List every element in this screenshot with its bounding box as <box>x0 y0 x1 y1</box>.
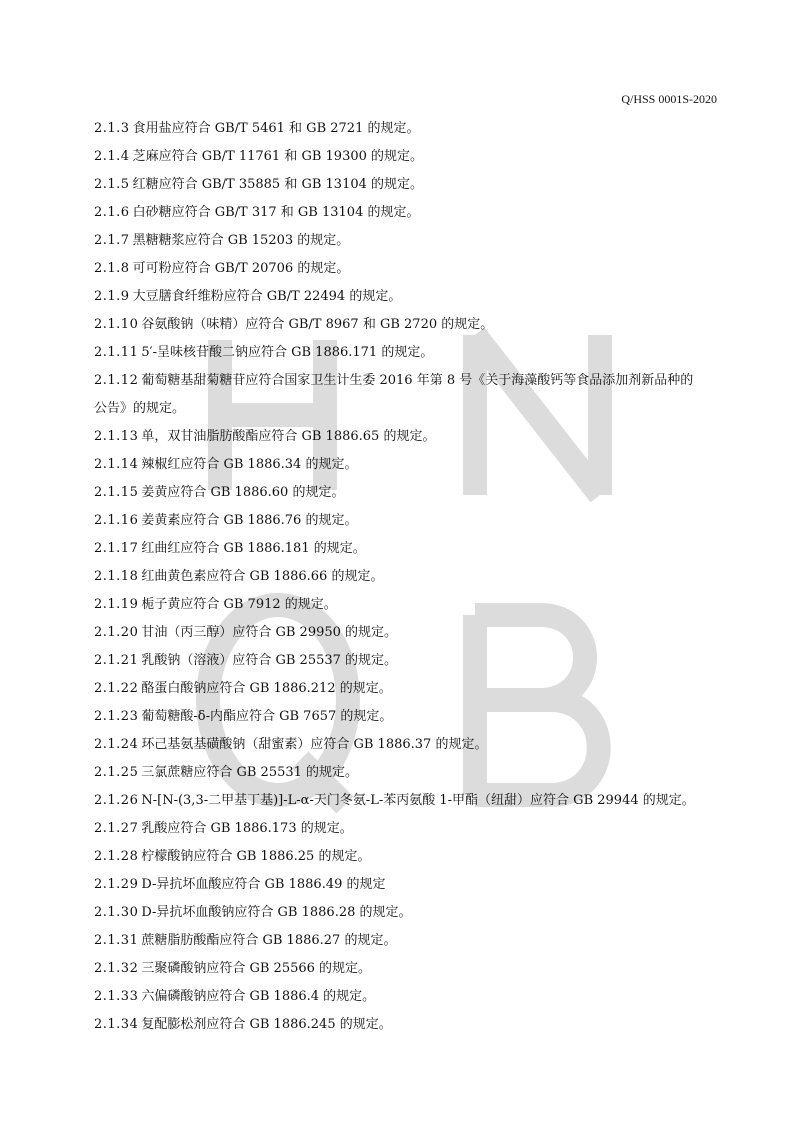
clause-line <box>94 115 724 143</box>
clause-text: 公告》的规定。 <box>94 401 186 416</box>
clause-number: 2.1.10 <box>94 317 139 332</box>
clause-text: 可可粉应符合 GB/T 20706 的规定。 <box>132 261 350 276</box>
clause-line <box>94 899 724 927</box>
clause-number: 2.1.7 <box>94 233 130 248</box>
clause-line <box>94 647 724 675</box>
clause-number: 2.1.6 <box>94 205 130 220</box>
clause-line <box>94 227 724 255</box>
clause-number: 2.1.11 <box>94 345 139 360</box>
clause-line <box>94 451 724 479</box>
clause-line <box>94 367 724 395</box>
clause-line <box>94 759 724 787</box>
clause-text: 乳酸钠（溶液）应符合 GB 25537 的规定。 <box>141 653 398 668</box>
clause-text: 环己基氨基磺酸钠（甜蜜素）应符合 GB 1886.37 的规定。 <box>141 737 488 752</box>
clause-number: 2.1.23 <box>94 709 139 724</box>
clause-number: 2.1.33 <box>94 989 139 1004</box>
clause-text: 5′-呈味核苷酸二钠应符合 GB 1886.171 的规定。 <box>141 345 434 360</box>
clause-line <box>94 815 724 843</box>
clause-line <box>94 255 724 283</box>
clause-number: 2.1.9 <box>94 289 130 304</box>
clause-number: 2.1.13 <box>94 429 139 444</box>
clause-text: 蔗糖脂肪酸酯应符合 GB 1886.27 的规定。 <box>141 933 397 948</box>
clause-number: 2.1.30 <box>94 905 139 920</box>
clause-line <box>94 535 724 563</box>
clause-text: 单，双甘油脂肪酸酯应符合 GB 1886.65 的规定。 <box>141 429 436 444</box>
clause-text: 姜黄应符合 GB 1886.60 的规定。 <box>141 485 345 500</box>
clause-number: 2.1.14 <box>94 457 139 472</box>
clause-line <box>94 339 724 367</box>
clause-text: 辣椒红应符合 GB 1886.34 的规定。 <box>141 457 358 472</box>
clause-number: 2.1.3 <box>94 121 130 136</box>
clause-line <box>94 563 724 591</box>
clause-text: 三聚磷酸钠应符合 GB 25566 的规定。 <box>141 961 372 976</box>
clause-number: 2.1.32 <box>94 961 139 976</box>
clause-text: 栀子黄应符合 GB 7912 的规定。 <box>141 597 337 612</box>
clause-text: 柠檬酸钠应符合 GB 1886.25 的规定。 <box>141 849 371 864</box>
clause-text: 白砂糖应符合 GB/T 317 和 GB 13104 的规定。 <box>132 205 420 220</box>
clause-line <box>94 395 724 423</box>
clause-number: 2.1.29 <box>94 877 139 892</box>
clause-line <box>94 199 724 227</box>
clause-number: 2.1.16 <box>94 513 139 528</box>
clause-line <box>94 1011 724 1039</box>
clause-text: 复配膨松剂应符合 GB 1886.245 的规定。 <box>141 1017 392 1032</box>
clause-text: D-异抗坏血酸钠应符合 GB 1886.28 的规定。 <box>141 905 412 920</box>
clause-text: 葡萄糖基甜菊糖苷应符合国家卫生计生委 2016 年第 8 号《关于海藻酸钙等食品添加剂新品种的 <box>141 373 694 388</box>
clause-line <box>94 143 724 171</box>
clause-text: 六偏磷酸钠应符合 GB 1886.4 的规定。 <box>141 989 376 1004</box>
clause-text: 葡萄糖酸-δ-内酯应符合 GB 7657 的规定。 <box>141 709 393 724</box>
clause-line <box>94 927 724 955</box>
clause-list <box>94 115 724 1039</box>
clause-text: D-异抗坏血酸应符合 GB 1886.49 的规定 <box>141 877 386 892</box>
clause-text: N-[N-(3,3-二甲基丁基)]-L-α-天门冬氨-L-苯丙氨酸 1-甲酯（纽甜）应符合 GB 29944 的规定。 <box>141 793 695 808</box>
clause-line <box>94 871 724 899</box>
clause-text: 酪蛋白酸钠应符合 GB 1886.212 的规定。 <box>141 681 392 696</box>
clause-number: 2.1.28 <box>94 849 139 864</box>
clause-number: 2.1.20 <box>94 625 139 640</box>
clause-line <box>94 703 724 731</box>
clause-line <box>94 955 724 983</box>
clause-number: 2.1.12 <box>94 373 139 388</box>
clause-number: 2.1.5 <box>94 177 130 192</box>
clause-text: 乳酸应符合 GB 1886.173 的规定。 <box>141 821 353 836</box>
clause-number: 2.1.8 <box>94 261 130 276</box>
clause-text: 红曲红应符合 GB 1886.181 的规定。 <box>141 541 366 556</box>
clause-number: 2.1.19 <box>94 597 139 612</box>
clause-line <box>94 479 724 507</box>
clause-line <box>94 591 724 619</box>
clause-number: 2.1.17 <box>94 541 139 556</box>
clause-line <box>94 787 724 815</box>
clause-text: 红糖应符合 GB/T 35885 和 GB 13104 的规定。 <box>132 177 424 192</box>
clause-line <box>94 619 724 647</box>
clause-line <box>94 311 724 339</box>
clause-text: 大豆膳食纤维粉应符合 GB/T 22494 的规定。 <box>132 289 402 304</box>
clause-number: 2.1.26 <box>94 793 139 808</box>
clause-number: 2.1.21 <box>94 653 139 668</box>
clause-number: 2.1.22 <box>94 681 139 696</box>
clause-line <box>94 731 724 759</box>
clause-text: 甘油（丙三醇）应符合 GB 29950 的规定。 <box>141 625 398 640</box>
clause-number: 2.1.31 <box>94 933 139 948</box>
clause-line <box>94 507 724 535</box>
clause-text: 三氯蔗糖应符合 GB 25531 的规定。 <box>141 765 359 780</box>
clause-line <box>94 423 724 451</box>
clause-text: 食用盐应符合 GB/T 5461 和 GB 2721 的规定。 <box>132 121 420 136</box>
clause-text: 红曲黄色素应符合 GB 1886.66 的规定。 <box>141 569 384 584</box>
clause-line <box>94 983 724 1011</box>
clause-number: 2.1.18 <box>94 569 139 584</box>
clause-line <box>94 283 724 311</box>
clause-number: 2.1.34 <box>94 1017 139 1032</box>
clause-text: 姜黄素应符合 GB 1886.76 的规定。 <box>141 513 358 528</box>
clause-text: 黑糖糖浆应符合 GB 15203 的规定。 <box>132 233 350 248</box>
clause-text: 芝麻应符合 GB/T 11761 和 GB 19300 的规定。 <box>132 149 424 164</box>
clause-line <box>94 675 724 703</box>
clause-number: 2.1.4 <box>94 149 130 164</box>
clause-number: 2.1.25 <box>94 765 139 780</box>
clause-text: 谷氨酸钠（味精）应符合 GB/T 8967 和 GB 2720 的规定。 <box>141 317 494 332</box>
clause-line <box>94 843 724 871</box>
clause-number: 2.1.15 <box>94 485 139 500</box>
document-code: Q/HSS 0001S-2020 <box>621 92 717 106</box>
clause-number: 2.1.24 <box>94 737 139 752</box>
clause-line <box>94 171 724 199</box>
clause-number: 2.1.27 <box>94 821 139 836</box>
